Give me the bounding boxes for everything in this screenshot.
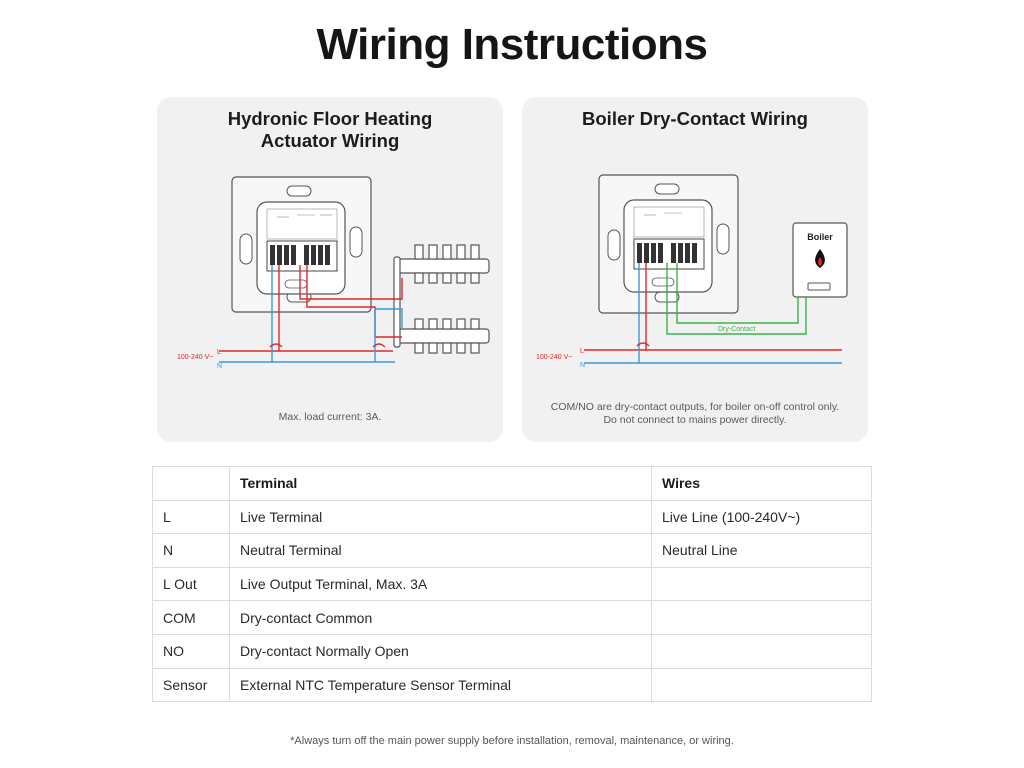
row-terminal: Dry-contact Normally Open — [230, 634, 652, 668]
row-terminal: External NTC Temperature Sensor Terminal — [230, 668, 652, 702]
row-code: Sensor — [153, 668, 230, 702]
hydronic-wiring-diagram — [157, 97, 503, 442]
table-header-row — [153, 467, 872, 501]
table-row — [153, 500, 872, 534]
row-terminal: Live Output Terminal, Max. 3A — [230, 567, 652, 601]
hydronic-title-line1: Hydronic Floor Heating — [227, 108, 433, 129]
boiler-wiring-diagram — [522, 97, 868, 442]
table-header-wires: Wires — [652, 467, 872, 501]
hydronic-l-label: L — [217, 349, 221, 356]
row-code: COM — [153, 601, 230, 635]
row-wires — [652, 634, 872, 668]
safety-footnote: *Always turn off the main power supply before installation, removal, maintenance, or wiring. — [290, 735, 734, 747]
row-wires — [652, 668, 872, 702]
row-wires: Live Line (100-240V~) — [652, 500, 872, 534]
thermostat-back-plate — [599, 175, 738, 313]
hydronic-title-line2: Actuator Wiring — [260, 130, 400, 151]
hydronic-wiring-panel — [157, 97, 503, 442]
table-header-code — [153, 467, 230, 501]
row-wires: Neutral Line — [652, 534, 872, 568]
row-terminal: Neutral Terminal — [230, 534, 652, 568]
row-terminal: Live Terminal — [230, 500, 652, 534]
boiler-wiring-panel — [522, 97, 868, 442]
table-row — [153, 567, 872, 601]
boiler-n-label: N — [580, 362, 586, 369]
table-row — [153, 601, 872, 635]
hydronic-note: Max. load current: 3A. — [278, 411, 382, 423]
row-code: L — [153, 500, 230, 534]
boiler-note-line2: Do not connect to mains power directly. — [603, 414, 787, 426]
row-code: N — [153, 534, 230, 568]
hydronic-voltage-label: 100-240 V~ — [177, 354, 214, 361]
boiler-l-label: L — [580, 348, 584, 355]
table-row — [153, 534, 872, 568]
page-title: Wiring Instructions — [316, 20, 708, 69]
row-code: NO — [153, 634, 230, 668]
boiler-label: Boiler — [807, 232, 833, 242]
hydronic-n-label: N — [217, 363, 223, 370]
row-wires — [652, 601, 872, 635]
thermostat-back-plate — [232, 177, 371, 312]
dry-contact-label: Dry-Contact — [718, 326, 756, 333]
boiler-unit — [793, 223, 847, 297]
boiler-voltage-label: 100-240 V~ — [536, 354, 573, 361]
table-header-terminal: Terminal — [230, 467, 652, 501]
row-wires — [652, 567, 872, 601]
terminal-table — [152, 466, 872, 702]
row-code: L Out — [153, 567, 230, 601]
table-row — [153, 668, 872, 702]
floor-heating-manifold — [394, 245, 489, 353]
table-row — [153, 634, 872, 668]
row-terminal: Dry-contact Common — [230, 601, 652, 635]
boiler-title: Boiler Dry-Contact Wiring — [582, 108, 808, 129]
boiler-note-line1: COM/NO are dry-contact outputs, for boiler on-off control only. — [550, 401, 840, 413]
